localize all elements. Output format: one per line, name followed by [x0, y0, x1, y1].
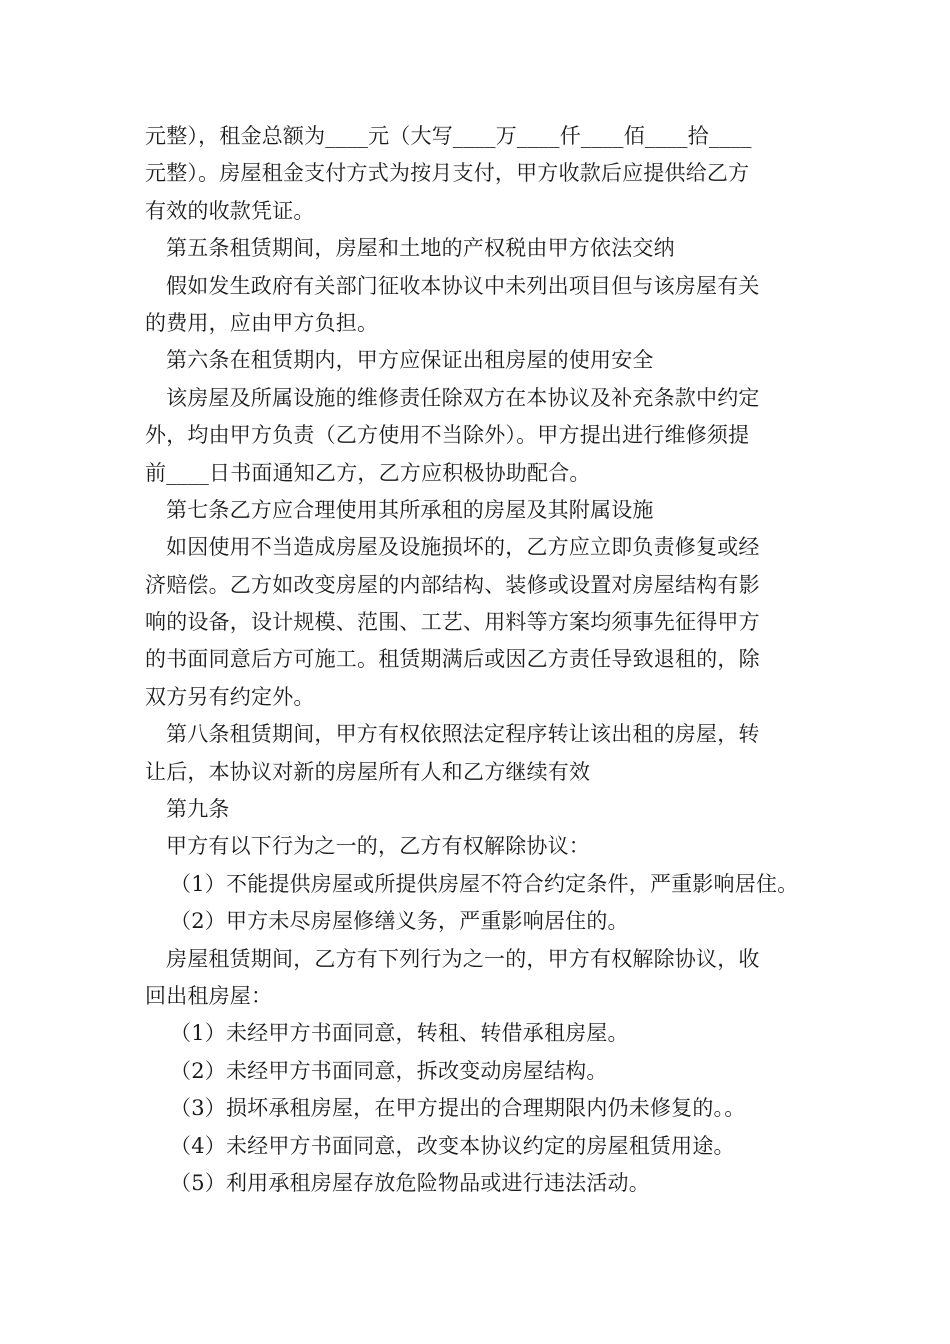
list-item: （4）未经甲方书面同意，改变本协议约定的房屋租赁用途。 [170, 1133, 735, 1158]
document-page [145, 118, 815, 1202]
article-8-heading: 第八条租赁期间，甲方有权依照法定程序转让该出租的房屋，转 [166, 722, 760, 747]
text-line: 让后，本协议对新的房屋所有人和乙方继续有效 [145, 759, 591, 784]
article-5-heading: 第五条租赁期间，房屋和土地的产权税由甲方依法交纳 [166, 236, 675, 261]
list-item: （1）不能提供房屋或所提供房屋不符合约定条件，严重影响居住。 [170, 871, 799, 896]
text-line: 双方另有约定外。 [145, 684, 315, 709]
article-6-heading: 第六条在租赁期内，甲方应保证出租房屋的使用安全 [166, 348, 654, 373]
text-line: 有效的收款凭证。 [145, 198, 315, 223]
text-line: 如因使用不当造成房屋及设施损坏的，乙方应立即负责修复或经 [166, 535, 760, 560]
text-line: 甲方有以下行为之一的，乙方有权解除协议： [166, 834, 590, 859]
text-line: 济赔偿。乙方如改变房屋的内部结构、装修或设置对房屋结构有影 [145, 572, 760, 597]
list-item: （1）未经甲方书面同意，转租、转借承租房屋。 [170, 1021, 629, 1046]
article-7-heading: 第七条乙方应合理使用其所承租的房屋及其附属设施 [166, 497, 654, 522]
list-item: （3）损坏承租房屋，在甲方提出的合理期限内仍未修复的。。 [170, 1096, 746, 1121]
text-line: 回出租房屋： [145, 983, 273, 1008]
text-line: 的费用，应由甲方负担。 [145, 310, 379, 335]
text-line: 外，均由甲方负责（乙方使用不当除外）。甲方提出进行维修须提 [145, 423, 750, 448]
list-item: （2）未经甲方书面同意，拆改变动房屋结构。 [170, 1058, 608, 1083]
article-9-heading: 第九条 [166, 797, 230, 822]
text-line: 元整），租金总额为____元（大写____万____仟____佰____拾____ [145, 124, 752, 148]
text-line: 前____日书面通知乙方，乙方应积极协助配合。 [145, 460, 591, 485]
text-line: 的书面同意后方可施工。租赁期满后或因乙方责任导致退租的，除 [145, 647, 760, 672]
text-line: 响的设备，设计规模、范围、工艺、用料等方案均须事先征得甲方 [145, 610, 760, 635]
text-line: 元整）。房屋租金支付方式为按月支付，甲方收款后应提供给乙方 [145, 161, 750, 186]
list-item: （2）甲方未尽房屋修缮义务，严重影响居住的。 [170, 909, 629, 934]
text-line: 假如发生政府有关部门征收本协议中未列出项目但与该房屋有关 [166, 273, 760, 298]
text-line: 该房屋及所属设施的维修责任除双方在本协议及补充条款中约定 [166, 385, 760, 410]
text-line: 房屋租赁期间，乙方有下列行为之一的，甲方有权解除协议，收 [166, 946, 760, 971]
list-item: （5）利用承租房屋存放危险物品或进行违法活动。 [170, 1170, 650, 1195]
